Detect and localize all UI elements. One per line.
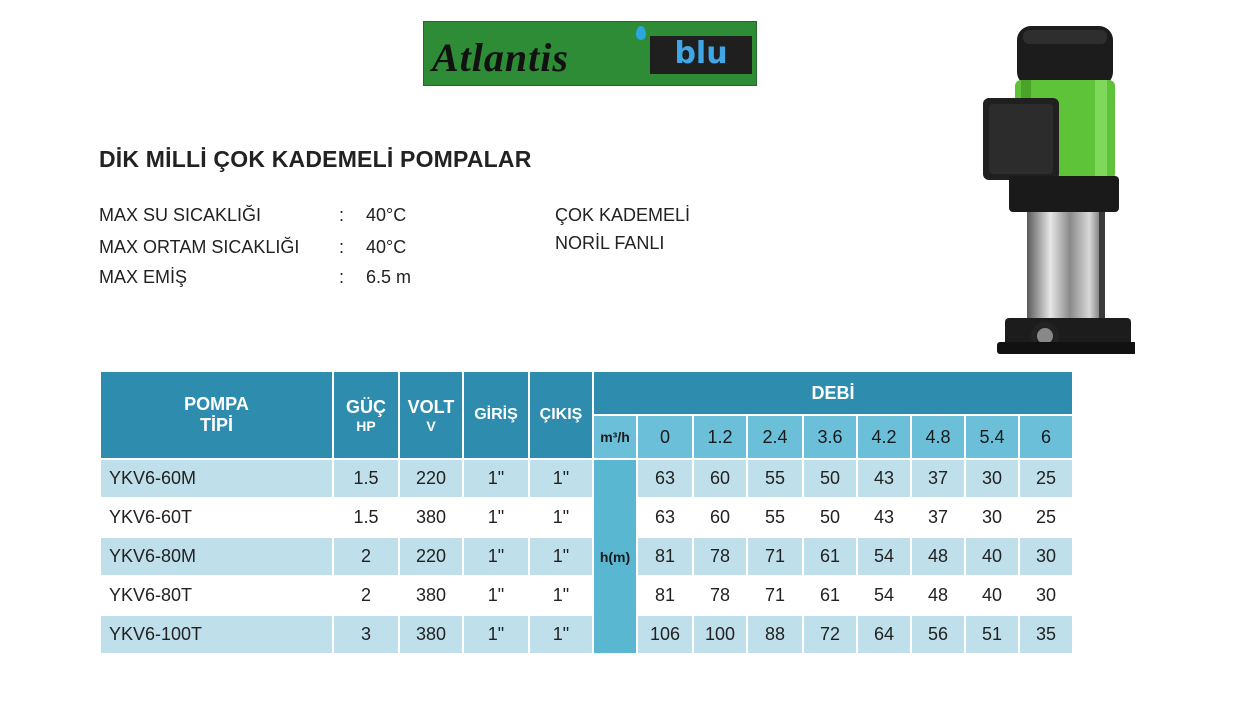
cell-head: 25 <box>1019 498 1073 537</box>
spec-separator: : <box>339 205 345 225</box>
spec-row <box>99 237 406 258</box>
cell-giris: 1" <box>463 615 529 654</box>
header-flow-value: 3.6 <box>803 415 857 459</box>
table-row <box>100 537 1073 576</box>
cell-head: 51 <box>965 615 1019 654</box>
spec-row <box>99 267 411 288</box>
cell-head: 40 <box>965 576 1019 615</box>
cell-hp: 3 <box>333 615 399 654</box>
table-row <box>100 615 1073 654</box>
logo-brand-text: Atlantis <box>432 35 569 80</box>
pump-spec-table <box>99 370 1074 655</box>
cell-volt: 220 <box>399 459 463 498</box>
header-guc-line1: GÜÇ <box>346 396 386 417</box>
header-flow-value: 6 <box>1019 415 1073 459</box>
cell-head: 55 <box>747 459 803 498</box>
cell-pompa-tipi: YKV6-80T <box>100 576 333 615</box>
cell-head: 81 <box>637 537 693 576</box>
header-flow-value: 5.4 <box>965 415 1019 459</box>
cell-volt: 380 <box>399 576 463 615</box>
cell-head: 60 <box>693 498 747 537</box>
logo-sub-text: blu <box>650 36 752 74</box>
cell-giris: 1" <box>463 498 529 537</box>
header-flow-value: 2.4 <box>747 415 803 459</box>
cell-head: 56 <box>911 615 965 654</box>
cell-hp: 2 <box>333 576 399 615</box>
spec-value: 40°C <box>366 205 407 225</box>
cell-head: 63 <box>637 498 693 537</box>
cell-head: 81 <box>637 576 693 615</box>
header-pompa-line1: POMPA <box>184 394 249 414</box>
cell-head: 63 <box>637 459 693 498</box>
spec-row <box>99 205 406 226</box>
cell-head: 72 <box>803 615 857 654</box>
cell-head: 78 <box>693 537 747 576</box>
cell-head: 106 <box>637 615 693 654</box>
cell-giris: 1" <box>463 576 529 615</box>
cell-head: 30 <box>1019 537 1073 576</box>
cell-head: 50 <box>803 459 857 498</box>
cell-head: 71 <box>747 576 803 615</box>
cell-head: 71 <box>747 537 803 576</box>
header-cikis: ÇIKIŞ <box>529 371 593 459</box>
cell-head: 61 <box>803 576 857 615</box>
cell-head: 25 <box>1019 459 1073 498</box>
cell-head: 30 <box>965 459 1019 498</box>
cell-head: 100 <box>693 615 747 654</box>
water-drop-icon <box>636 26 646 40</box>
table-row <box>100 576 1073 615</box>
cell-cikis: 1" <box>529 615 593 654</box>
cell-head: 40 <box>965 537 1019 576</box>
cell-hp: 1.5 <box>333 498 399 537</box>
header-guc-line2: HP <box>356 417 376 434</box>
cell-giris: 1" <box>463 537 529 576</box>
header-flow-value: 1.2 <box>693 415 747 459</box>
cell-pompa-tipi: YKV6-60T <box>100 498 333 537</box>
cell-head: 35 <box>1019 615 1073 654</box>
cell-volt: 380 <box>399 615 463 654</box>
header-pompa-line2: TİPİ <box>199 415 233 435</box>
cell-pompa-tipi: YKV6-60M <box>100 459 333 498</box>
cell-head: 48 <box>911 537 965 576</box>
cell-head: 64 <box>857 615 911 654</box>
cell-head: 50 <box>803 498 857 537</box>
cell-head: 48 <box>911 576 965 615</box>
spec-separator: : <box>339 237 345 257</box>
page-title: DİK MİLLİ ÇOK KADEMELİ POMPALAR <box>99 146 532 172</box>
header-giris: GİRİŞ <box>463 371 529 459</box>
cell-cikis: 1" <box>529 537 593 576</box>
cell-volt: 220 <box>399 537 463 576</box>
spec-value: 40°C <box>366 237 407 257</box>
cell-head: 37 <box>911 459 965 498</box>
cell-head: 61 <box>803 537 857 576</box>
cell-head: 55 <box>747 498 803 537</box>
header-guc <box>333 371 399 459</box>
cell-volt: 380 <box>399 498 463 537</box>
feature-text: ÇOK KADEMELİ <box>555 205 691 225</box>
cell-head: 43 <box>857 459 911 498</box>
brand-logo <box>423 21 757 86</box>
header-flow-value: 0 <box>637 415 693 459</box>
header-unit-head: h(m) <box>593 459 637 654</box>
header-volt-line1: VOLT <box>407 396 455 417</box>
cell-head: 60 <box>693 459 747 498</box>
header-flow-value: 4.2 <box>857 415 911 459</box>
header-flow-value: 4.8 <box>911 415 965 459</box>
header-unit-flow: m³/h <box>593 415 637 459</box>
cell-head: 54 <box>857 537 911 576</box>
cell-head: 30 <box>965 498 1019 537</box>
spec-label: MAX SU SICAKLIĞI <box>99 205 262 225</box>
spec-separator: : <box>339 267 345 287</box>
cell-hp: 2 <box>333 537 399 576</box>
spec-label: MAX EMİŞ <box>99 267 188 287</box>
cell-head: 88 <box>747 615 803 654</box>
spec-value: 6.5 m <box>366 267 412 287</box>
header-volt <box>399 371 463 459</box>
table-row <box>100 498 1073 537</box>
cell-cikis: 1" <box>529 459 593 498</box>
pump-illustration <box>975 20 1135 360</box>
cell-head: 78 <box>693 576 747 615</box>
cell-head: 37 <box>911 498 965 537</box>
cell-cikis: 1" <box>529 576 593 615</box>
cell-pompa-tipi: YKV6-100T <box>100 615 333 654</box>
cell-giris: 1" <box>463 459 529 498</box>
cell-head: 54 <box>857 576 911 615</box>
header-pompa-tipi <box>100 371 333 459</box>
cell-head: 43 <box>857 498 911 537</box>
cell-pompa-tipi: YKV6-80M <box>100 537 333 576</box>
header-debi: DEBİ <box>593 371 1073 415</box>
table-row <box>100 459 1073 498</box>
cell-cikis: 1" <box>529 498 593 537</box>
cell-head: 30 <box>1019 576 1073 615</box>
cell-hp: 1.5 <box>333 459 399 498</box>
header-volt-line2: V <box>426 417 436 434</box>
spec-label: MAX ORTAM SICAKLIĞI <box>99 237 300 257</box>
feature-text: NORİL FANLI <box>555 233 665 253</box>
